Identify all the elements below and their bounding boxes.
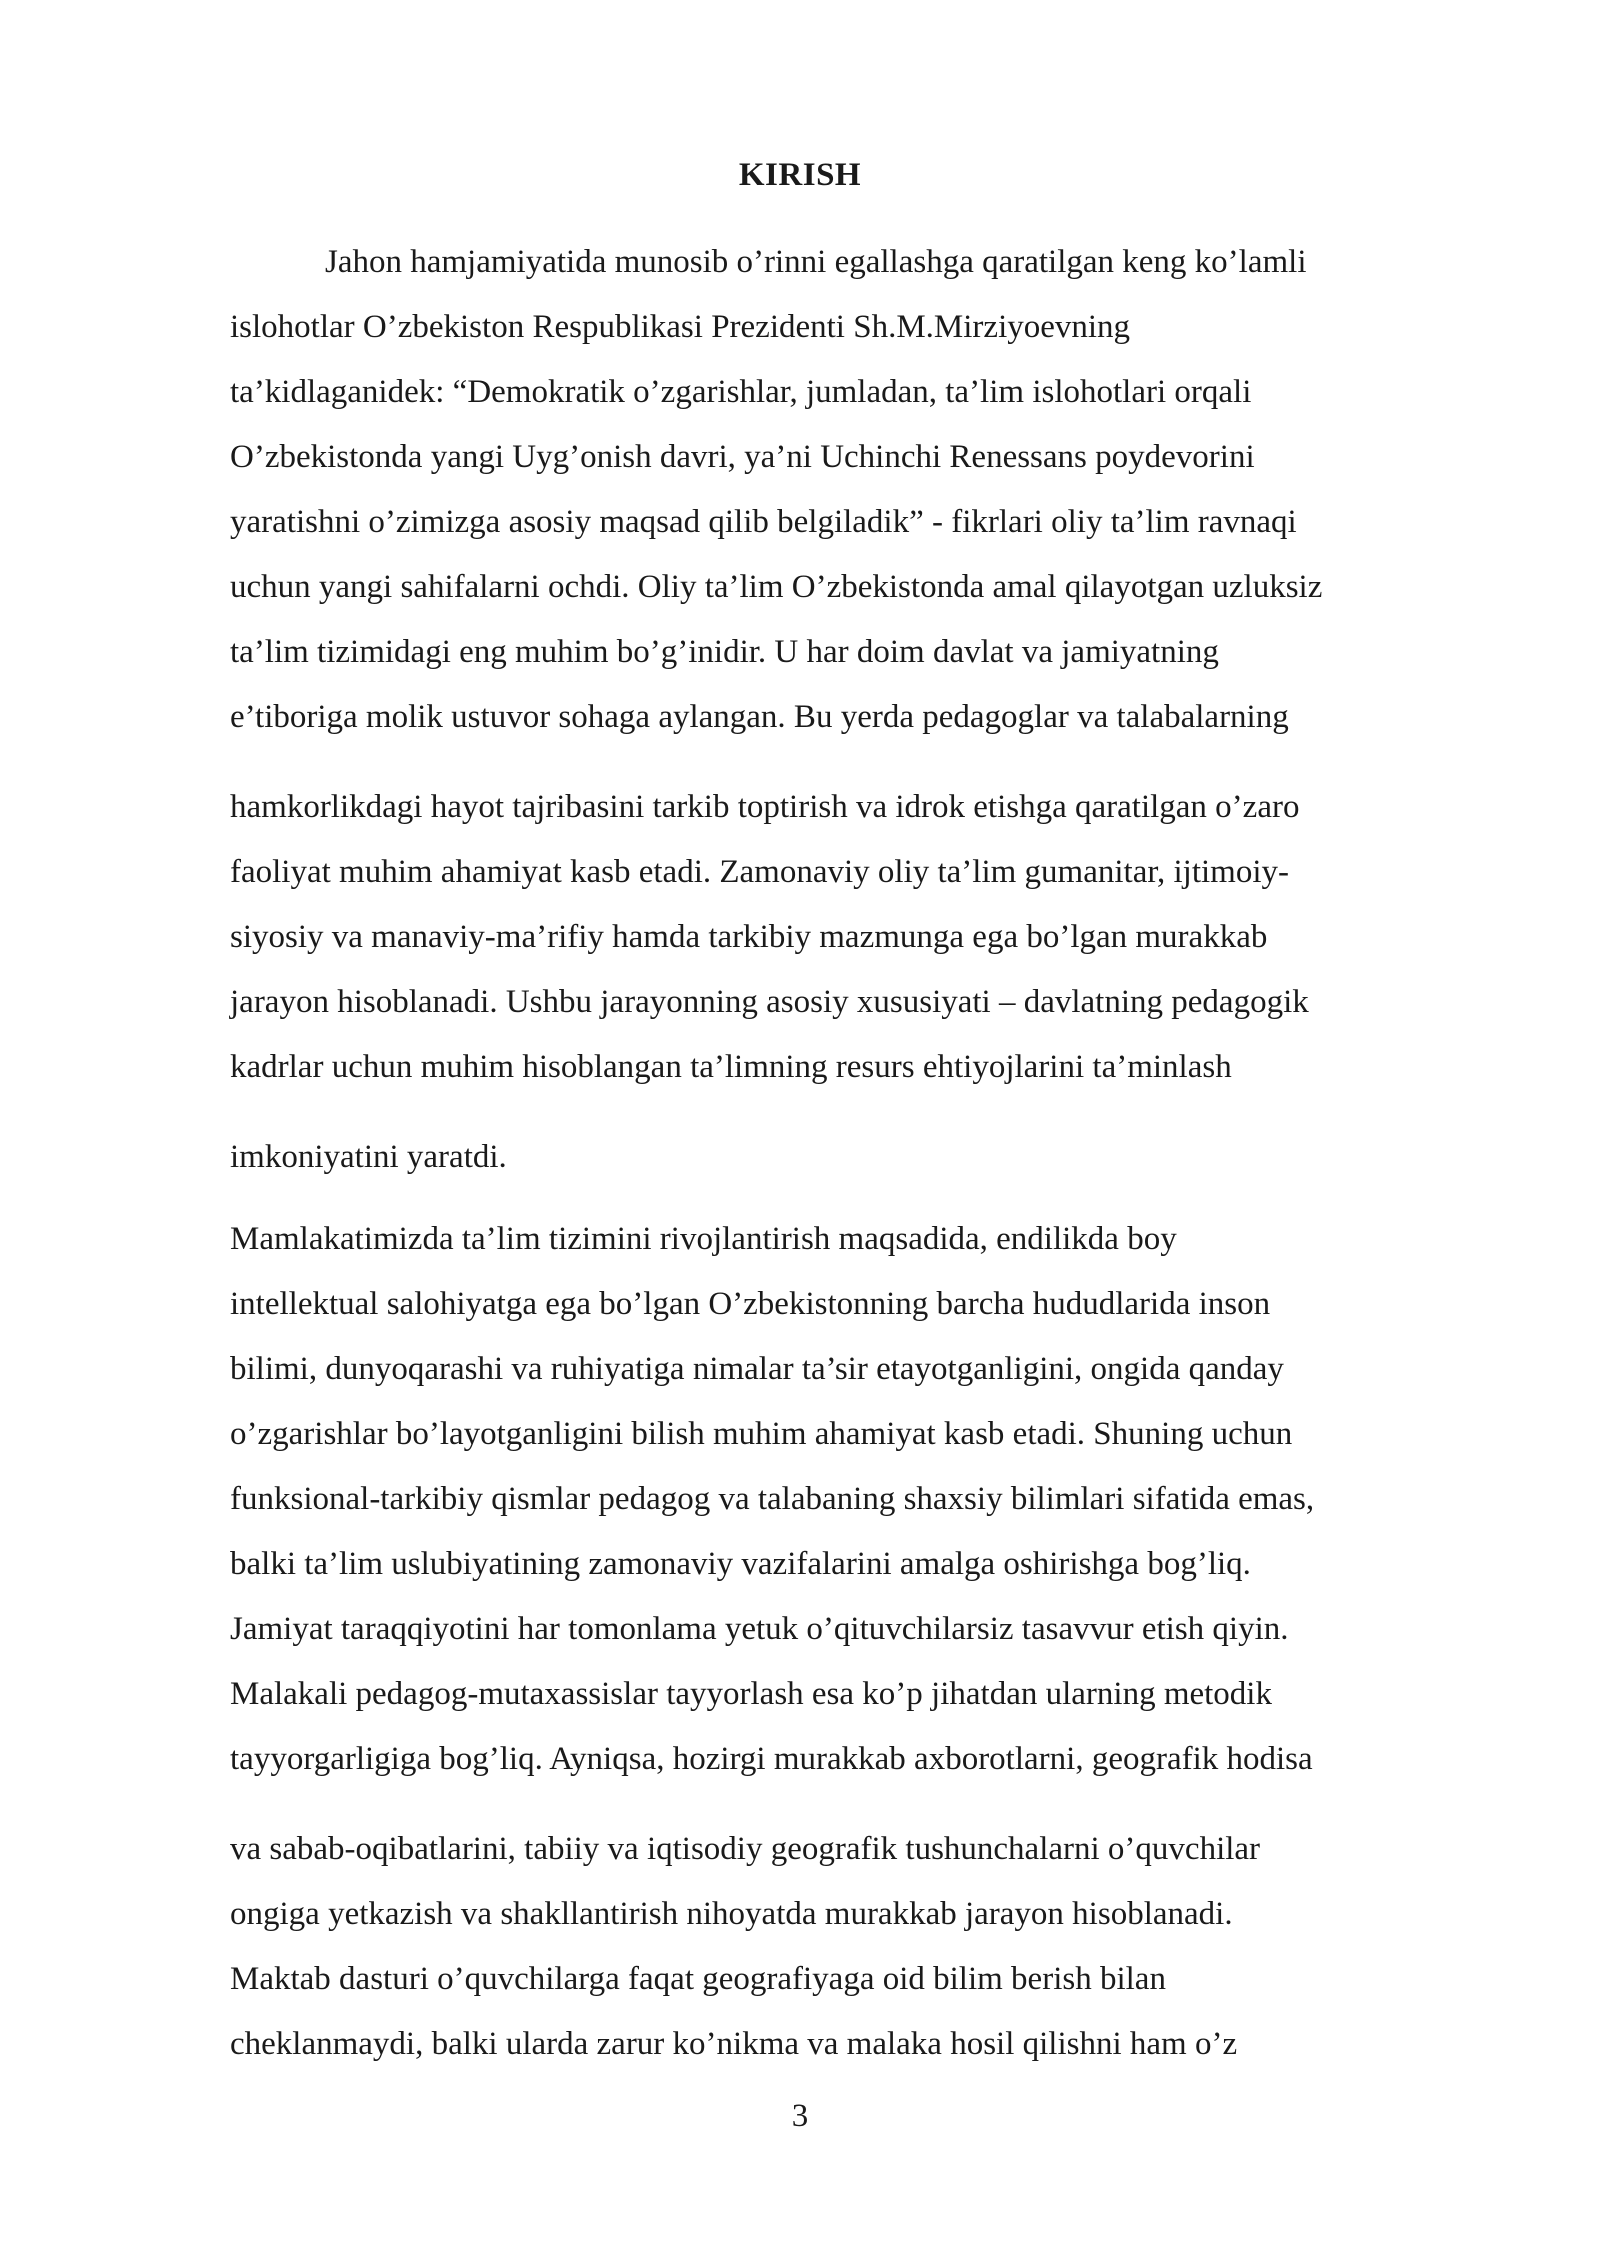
text-line: ta’kidlaganidek: “Demokratik o’zgarishlar, jumladan, ta’lim islohotlari orqali [230,374,1252,410]
text-line: ta’lim tizimidagi eng muhim bo’g’inidir. U har doim davlat va jamiyatning [230,634,1219,670]
text-line: Maktab dasturi o’quvchilarga faqat geografiyaga oid bilim berish bilan [230,1961,1166,1997]
text-line: O’zbekistonda yangi Uyg’onish davri, ya’ni Uchinchi Renessans poydevorini [230,439,1255,475]
text-line: yaratishni o’zimizga asosiy maqsad qilib belgiladik” - fikrlari oliy ta’lim ravnaqi [230,504,1297,540]
page-number: 3 [791,2098,809,2134]
text-line: imkoniyatini yaratdi. [230,1139,507,1175]
text-line: hamkorlikdagi hayot tajribasini tarkib toptirish va idrok etishga qaratilgan o’zaro [230,789,1300,825]
paragraph-development [230,1207,1495,1792]
text-line: Mamlakatimizda ta’lim tizimini rivojlantirish maqsadida, endilikda boy [230,1221,1177,1257]
text-line: intellektual salohiyatga ega bo’lgan O’zbekistonning barcha hududlarida inson [230,1286,1271,1322]
paragraph-school-program [230,1817,1495,2077]
text-line: o’zgarishlar bo’layotganligini bilish muhim ahamiyat kasb etadi. Shuning uchun [230,1416,1293,1452]
paragraph-opportunity [230,1125,1495,1190]
text-line: va sabab-oqibatlarini, tabiiy va iqtisodiy geografik tushunchalarni o’quvchilar [230,1831,1261,1867]
text-line: islohotlar O’zbekiston Respublikasi Prezidenti Sh.M.Mirziyoevning [230,309,1131,345]
text-line: kadrlar uchun muhim hisoblangan ta’limning resurs ehtiyojlarini ta’minlash [230,1049,1232,1085]
text-line: faoliyat muhim ahamiyat kasb etadi. Zamonaviy oliy ta’lim gumanitar, ijtimoiy- [230,854,1290,890]
text-line: cheklanmaydi, balki ularda zarur ko’nikma va malaka hosil qilishni ham o’z [230,2026,1238,2062]
text-line: jarayon hisoblanadi. Ushbu jarayonning asosiy xususiyati – davlatning pedagogik [230,984,1309,1020]
text-line: uchun yangi sahifalarni ochdi. Oliy ta’lim O’zbekistonda amal qilayotgan uzluksiz [230,569,1323,605]
text-line: funksional-tarkibiy qismlar pedagog va talabaning shaxsiy bilimlari sifatida emas, [230,1481,1315,1517]
text-line: balki ta’lim uslubiyatining zamonaviy vazifalarini amalga oshirishga bog’liq. [230,1546,1251,1582]
text-line: ongiga yetkazish va shakllantirish nihoyatda murakkab jarayon hisoblanadi. [230,1896,1233,1932]
page-title: KIRISH [738,157,862,193]
text-line: tayyorgarligiga bog’liq. Ayniqsa, hozirgi murakkab axborotlarni, geografik hodisa [230,1741,1313,1777]
text-line: bilimi, dunyoqarashi va ruhiyatiga nimalar ta’sir etayotganligini, ongida qanday [230,1351,1284,1387]
text-line: Jahon hamjamiyatida munosib o’rinni egallashga qaratilgan keng ko’lamli [325,244,1307,280]
text-line: Jamiyat taraqqiyotini har tomonlama yetuk o’qituvchilarsiz tasavvur etish qiyin. [230,1611,1289,1647]
text-line: siyosiy va manaviy-ma’rifiy hamda tarkibiy mazmunga ega bo’lgan murakkab [230,919,1268,955]
text-line: e’tiboriga molik ustuvor sohaga aylangan. Bu yerda pedagoglar va talabalarning [230,699,1289,735]
paragraph-collaboration [230,775,1495,1100]
paragraph-intro [230,230,1495,750]
text-line: Malakali pedagog-mutaxassislar tayyorlash esa ko’p jihatdan ularning metodik [230,1676,1272,1712]
